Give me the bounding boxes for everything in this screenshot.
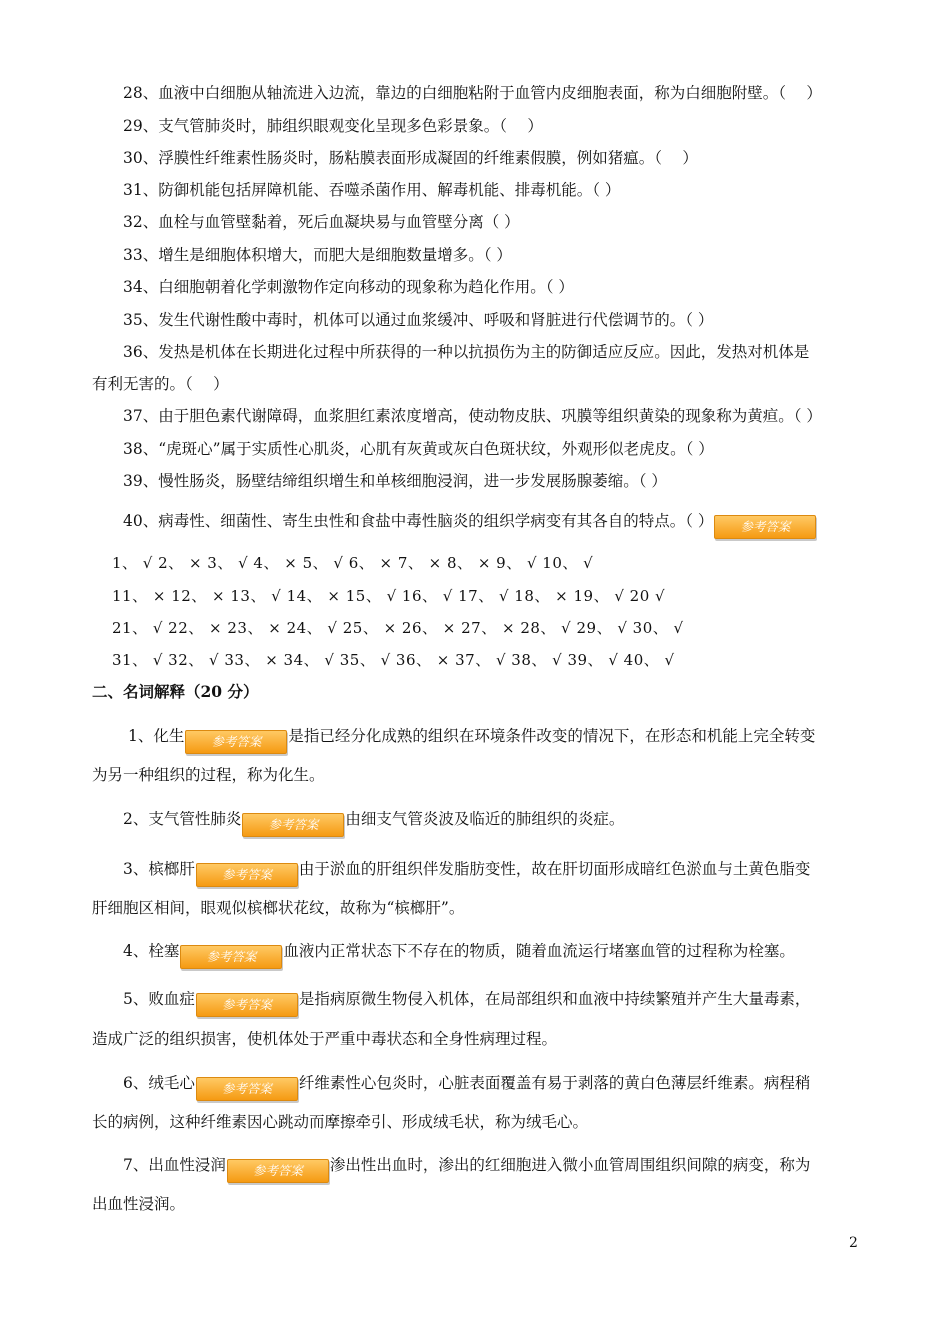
term-7-continued: 出血性浸润。 xyxy=(92,1195,186,1213)
answer-row-4: 31、 √ 32、 √ 33、 × 34、 √ 35、 √ 36、 × 37、 √ 38、 √ 39、 √ 40、 √ xyxy=(112,651,675,669)
answer-badge[interactable]: 参考答案 xyxy=(196,863,298,887)
term-1-definition: 是指已经分化成熟的组织在环境条件改变的情况下，在形态和机能上完全转变 xyxy=(288,727,816,745)
term-2-label: 2、支气管性肺炎 xyxy=(123,810,242,828)
question-29: 29、支气管肺炎时，肺组织眼观变化呈现多色彩景象。（ ） xyxy=(123,117,543,135)
term-6-continued: 长的病例，这种纤维素因心跳动而摩擦牵引、形成绒毛状，称为绒毛心。 xyxy=(92,1113,589,1131)
term-3-definition: 由于淤血的肝组织伴发脂肪变性，故在肝切面形成暗红色淤血与土黄色脂变 xyxy=(298,860,811,878)
question-39: 39、慢性肠炎，肠壁结缔组织增生和单核细胞浸润，进一步发展肠腺萎缩。（ ） xyxy=(123,472,667,490)
term-6-definition: 纤维素性心包炎时，心脏表面覆盖有易于剥落的黄白色薄层纤维素。病程稍 xyxy=(298,1074,811,1092)
term-5 xyxy=(123,989,810,1017)
term-2-definition: 由细支气管炎波及临近的肺组织的炎症。 xyxy=(345,810,625,828)
term-6 xyxy=(123,1073,810,1101)
question-36: 36、发热是机体在长期进化过程中所获得的一种以抗损伤为主的防御适应反应。因此，发热对机体是 xyxy=(123,343,810,361)
term-5-label: 5、败血症 xyxy=(123,990,195,1008)
page-number: 2 xyxy=(849,1235,858,1251)
term-7 xyxy=(123,1155,810,1183)
term-4-definition: 血液内正常状态下不存在的物质，随着血流运行堵塞血管的过程称为栓塞。 xyxy=(283,942,795,960)
answer-row-1: 1、 √ 2、 × 3、 √ 4、 × 5、 √ 6、 × 7、 × 8、 × 9、 √ 10、 √ xyxy=(112,554,594,572)
term-7-label: 7、出血性浸润 xyxy=(123,1156,226,1174)
answer-badge[interactable]: 参考答案 xyxy=(242,813,344,837)
question-31: 31、防御机能包括屏障机能、吞噬杀菌作用、解毒机能、排毒机能。（ ） xyxy=(123,181,621,199)
term-4-label: 4、栓塞 xyxy=(123,942,180,960)
question-40 xyxy=(123,511,817,539)
term-7-definition: 渗出性出血时，渗出的红细胞进入微小血管周围组织间隙的病变，称为 xyxy=(329,1156,811,1174)
question-33: 33、增生是细胞体积增大，而肥大是细胞数量增多。（ ） xyxy=(123,246,512,264)
question-37: 37、由于胆色素代谢障碍，血浆胆红素浓度增高，使动物皮肤、巩膜等组织黄染的现象称为黄疸。（ ） xyxy=(123,407,822,425)
question-38: 38、“虎斑心”属于实质性心肌炎，心肌有灰黄或灰白色斑状纹，外观形似老虎皮。（ ） xyxy=(123,440,714,458)
term-4 xyxy=(123,941,795,969)
answer-badge[interactable]: 参考答案 xyxy=(185,730,287,754)
term-5-continued: 造成广泛的组织损害，使机体处于严重中毒状态和全身性病理过程。 xyxy=(92,1030,558,1048)
question-36-continued: 有利无害的。（ ） xyxy=(92,375,229,393)
answer-badge[interactable]: 参考答案 xyxy=(196,993,298,1017)
term-1-label: 1、化生 xyxy=(128,727,185,745)
term-1 xyxy=(128,726,815,754)
answer-badge[interactable]: 参考答案 xyxy=(714,515,816,539)
question-28: 28、血液中白细胞从轴流进入边流，靠边的白细胞粘附于血管内皮细胞表面，称为白细胞附壁。（ ） xyxy=(123,84,822,102)
answer-badge[interactable]: 参考答案 xyxy=(196,1077,298,1101)
question-34: 34、白细胞朝着化学刺激物作定向移动的现象称为趋化作用。（ ） xyxy=(123,278,574,296)
term-5-definition: 是指病原微生物侵入机体，在局部组织和血液中持续繁殖并产生大量毒素， xyxy=(298,990,811,1008)
term-3-label: 3、槟榔肝 xyxy=(123,860,195,878)
question-30: 30、浮膜性纤维素性肠炎时，肠粘膜表面形成凝固的纤维素假膜，例如猪瘟。（ ） xyxy=(123,149,698,167)
section-heading: 二、名词解释（20 分） xyxy=(92,682,259,701)
term-1-continued: 为另一种组织的过程，称为化生。 xyxy=(92,766,325,784)
term-3 xyxy=(123,859,810,887)
question-40-text: 40、病毒性、细菌性、寄生虫性和食盐中毒性脑炎的组织学病变有其各自的特点。（ ） xyxy=(123,512,714,530)
question-32: 32、血栓与血管壁黏着，死后血凝块易与血管壁分离（ ） xyxy=(123,213,520,231)
answer-row-2: 11、 × 12、 × 13、 √ 14、 × 15、 √ 16、 √ 17、 √ 18、 × 19、 √ 20 √ xyxy=(112,587,666,605)
term-2 xyxy=(123,809,624,837)
question-35: 35、发生代谢性酸中毒时，机体可以通过血浆缓冲、呼吸和肾脏进行代偿调节的。（ ） xyxy=(123,311,714,329)
answer-badge[interactable]: 参考答案 xyxy=(227,1159,329,1183)
answer-row-3: 21、 √ 22、 × 23、 × 24、 √ 25、 × 26、 × 27、 × 28、 √ 29、 √ 30、 √ xyxy=(112,619,684,637)
term-6-label: 6、绒毛心 xyxy=(123,1074,195,1092)
answer-badge[interactable]: 参考答案 xyxy=(180,945,282,969)
term-3-continued: 肝细胞区相间，眼观似槟榔状花纹，故称为“槟榔肝”。 xyxy=(92,899,465,917)
